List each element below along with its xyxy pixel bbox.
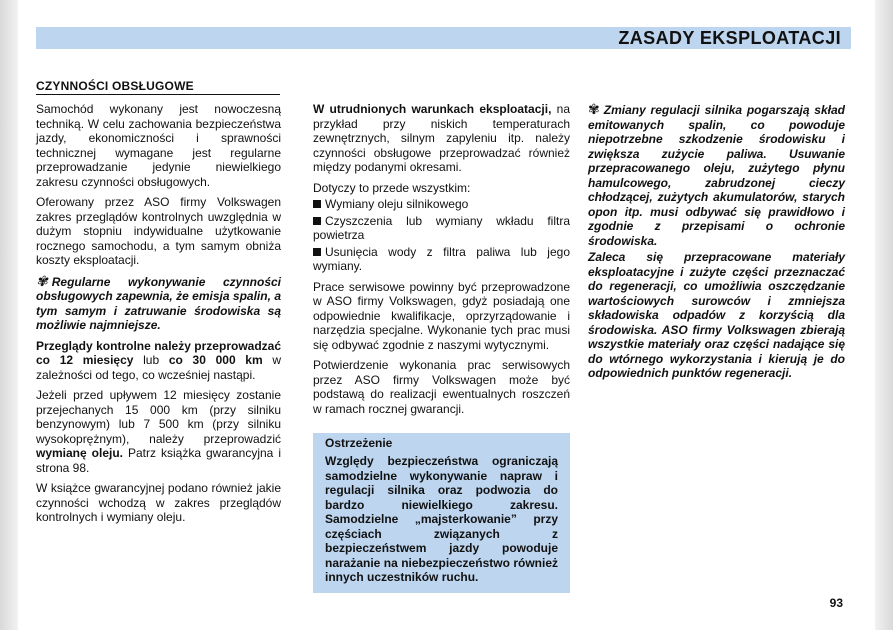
paragraph-applies-to: Dotyczy to przede wszystkim: [313,180,471,195]
paragraph-inspection-interval [36,339,281,383]
page-edge-right [875,0,893,630]
column-left [36,102,281,531]
bullet-square-icon [313,200,321,208]
bleed-through-text [600,66,840,80]
heading-rule [36,94,280,95]
paragraph-confirmation: Potwierdzenie wykonania prac serwisowych przez ASO firmy Volkswagen może być podstawą do realizacji ewentualnych roszczeń w ramach rocznej gwarancji. [313,358,570,416]
interval-months: Przeglądy kontrolne należy przeprowadzać co 12 miesięcy [36,338,281,367]
environment-flower-icon: ✾ [588,101,600,117]
page-number: 93 [829,596,843,610]
bullet-square-icon [313,248,321,256]
engine-regulation-text: Zmiany regulacji silnika pogarszają skład emitowanych spalin, co powoduje niepotrzebne szkodzenie środowisku i zwiększa zużycie paliwa. Usuwanie przepracowanego oleju, zużytego płynu hamulcowego, zabrudzonej cieczy chłodzącej, zużytych akumulatorów, starych opon itp. musi odbywać się prawidłowo i zgodnie z przepisami o ochronie środowiska. [588,103,845,248]
warning-title: Ostrzeżenie [325,436,393,450]
paragraph-warranty-book: W książce gwarancyjnej podano również jakie czynności wchodzą w zakres przeglądów kontrolnych i wymiany oleju. [36,481,281,524]
difficult-conditions-bold: W utrudnionych warunkach eksploatacji, [313,102,552,116]
oil-change-text: Jeżeli przed upływem 12 miesięcy zostanie przejechanych 15 000 km (przy silniku benzynowym) lub 7 500 km (przy silniku wysokoprężnym), należy przeprowadzić [36,388,281,446]
paragraph-emission-note [36,274,281,333]
section-heading: CZYNNOŚCI OBSŁUGOWE [36,79,194,93]
bullet-item [313,214,570,243]
oil-change-bold: wymianę oleju. [36,446,124,460]
interval-km: co 30 000 km [168,353,263,367]
warning-box [313,433,570,593]
bullet-item [313,245,570,274]
paragraph-difficult-conditions [313,102,570,175]
interval-rest: w zależności od tego, co wcześniej nastąpi. [36,353,282,382]
environment-flower-icon: ✾ [36,272,48,289]
difficult-conditions-text: na przykład przy niskich temperaturach zewnętrznych, silnym zapyleniu itp. należy czynności obsługowe przeprowadzać również między podanymi okresami. [313,102,570,174]
paragraph-intro: Samochód wykonany jest nowoczesną techniką. W celu zachowania bezpieczeństwa jazdy, ekonomiczności i sprawności technicznej wymagane jest regularne przeprowadzanie jedynie niewielkiego zakresu czynności obsługowych. [36,102,281,189]
bullet-text: Wymiany oleju silnikowego [325,197,469,211]
column-middle [313,102,570,422]
oil-change-ref: Patrz książka gwarancyjna i strona 98. [36,446,281,475]
paragraph-engine-regulation [588,102,845,248]
page-edge-left [0,0,18,630]
paragraph-aso-offer: Oferowany przez ASO firmy Volkswagen zakres przeglądów kontrolnych uwzględnia w dużym stopniu indywidualne użytkowanie rocznego samochodu, a tym samym obniża koszty eksploatacji. [36,195,281,267]
paragraph-regeneration: Zaleca się przepracowane materiały eksploatacyjne i zużyte części przeznaczać do regeneracji, co umożliwia oszczędzanie wartościowych surowców i zmniejsza składowiska odpadów z korzyścią dla środowiska. ASO firmy Volkswagen zbierają wszystkie materiały oraz części nadające się do wtórnego wykorzystania i kierują je do odpowiednich punktów regeneracji. [588,250,845,380]
paragraph-service-work: Prace serwisowe powinny być przeprowadzone w ASO firmy Volkswagen, gdyż posiadają one odpowiednie kwalifikacje, oprzyrządowanie i narzędzia specjalne. Wykonanie tych prac musi się odbywać zgodnie z naszymi wytycznymi. [313,279,570,352]
column-right [588,102,845,387]
chapter-title: ZASADY EKSPLOATACJI [618,28,841,48]
bullet-text: Usunięcia wody z filtra paliwa lub jego wymiany. [313,244,570,273]
bullet-square-icon [313,217,321,225]
emission-note-text: Regularne wykonywanie czynności obsługowych zapewnia, że emisja spalin, a tym samym i zatruwanie środowiska są możliwie najmniejsze. [36,274,281,332]
warning-body: Względy bezpieczeństwa ograniczają samodzielne wykonywanie napraw i regulacji silnika oraz podwozia do bardzo niewielkiego zakresu. Samodzielne „majsterkowanie” przy częściach związanych z bezpieczeństwem jazdy powoduje narażanie na niebezpieczeństwo również innych uczestników ruchu. [325,454,558,584]
bullet-text: Czyszczenia lub wymiany wkładu filtra powietrza [313,213,570,242]
bullet-item [313,197,570,212]
interval-or: lub [133,353,169,367]
paragraph-oil-change [36,388,281,475]
